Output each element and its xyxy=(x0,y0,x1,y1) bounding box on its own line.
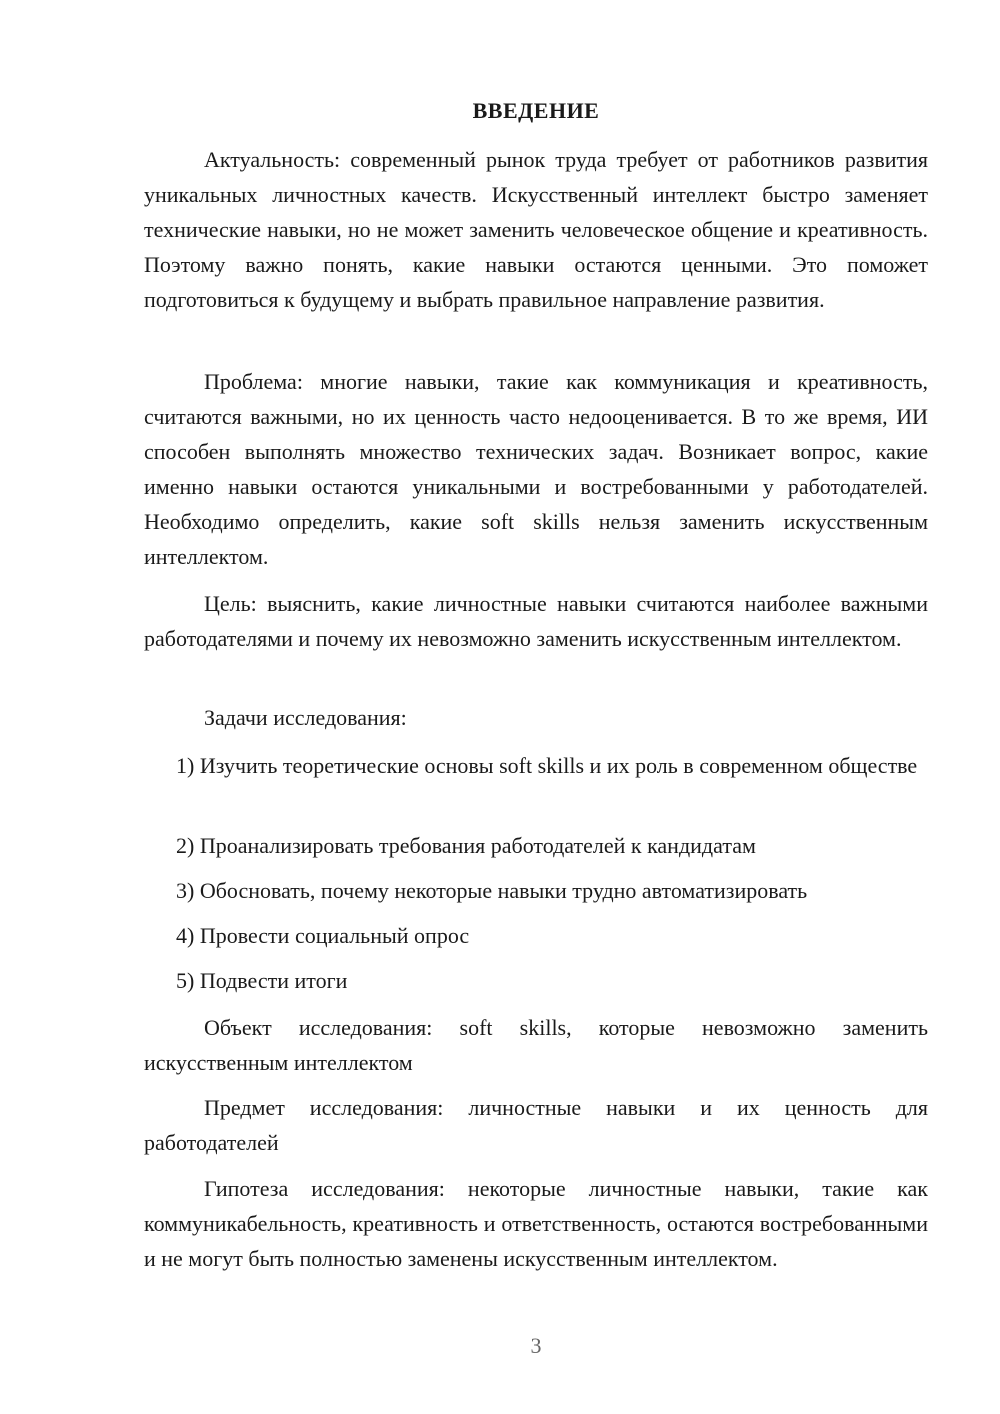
hypothesis-paragraph: Гипотеза исследования: некоторые личностные навыки, такие как коммуникабельность, креативность и ответственность, остаются востребованными и не могут быть полностью заменены искусственным интеллектом. xyxy=(144,1176,928,1271)
problem-paragraph: Проблема: многие навыки, такие как коммуникация и креативность, считаются важными, но их ценность часто недооценивается. В то же время, ИИ способен выполнять множество технических задач. Возникает вопрос, какие именно навыки остаются уникальными и востребованными у работодателей. Необходимо определить, какие soft skills нельзя заменить искусственным интеллектом. xyxy=(144,369,928,569)
task-item: 4) Провести социальный опрос xyxy=(176,923,470,948)
section-title: ВВЕДЕНИЕ xyxy=(472,98,600,123)
subject-paragraph: Предмет исследования: личностные навыки и их ценность для работодателей xyxy=(144,1095,928,1155)
relevance-paragraph: Актуальность: современный рынок труда требует от работников развития уникальных личностных качеств. Искусственный интеллект быстро заменяет технические навыки, но не может заменить человеческое общение и креативность. Поэтому важно понять, какие навыки остаются ценными. Это поможет подготовиться к будущему и выбрать правильное направление развития. xyxy=(144,147,928,312)
task-item: 1) Изучить теоретические основы soft skills и их роль в современном обществе xyxy=(176,753,918,778)
task-item: 5) Подвести итоги xyxy=(176,968,348,993)
object-paragraph: Объект исследования: soft skills, которые невозможно заменить искусственным интеллектом xyxy=(144,1015,928,1075)
page-number: 3 xyxy=(530,1333,542,1358)
goal-paragraph: Цель: выяснить, какие личностные навыки считаются наиболее важными работодателями и почему их невозможно заменить искусственным интеллектом. xyxy=(144,591,928,651)
task-item: 3) Обосновать, почему некоторые навыки трудно автоматизировать xyxy=(176,878,808,903)
task-item: 2) Проанализировать требования работодателей к кандидатам xyxy=(176,833,756,858)
tasks-heading: Задачи исследования: xyxy=(204,705,407,730)
